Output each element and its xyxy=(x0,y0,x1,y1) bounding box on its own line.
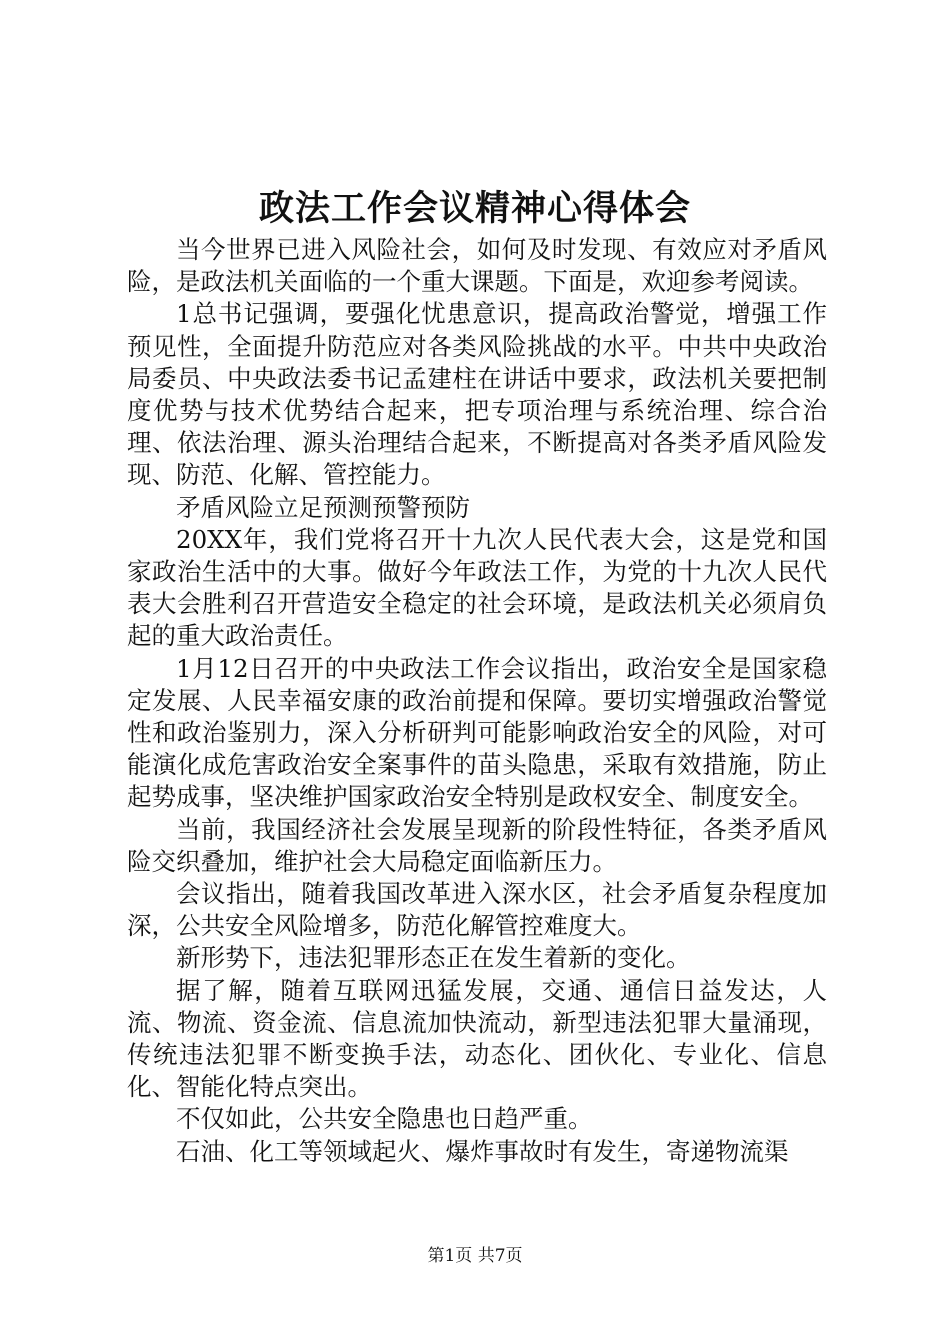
paragraph: 会议指出，随着我国改革进入深水区，社会矛盾复杂程度加深，公共安全风险增多，防范化解管控难度大。 xyxy=(127,879,827,941)
document-body xyxy=(127,234,827,1168)
paragraph: 1月12日召开的中央政法工作会议指出，政治安全是国家稳定发展、人民幸福安康的政治前提和保障。要切实增强政治警觉性和政治鉴别力，深入分析研判可能影响政治安全的风险，对可能演化成危害政治安全案事件的苗头隐患，采取有效措施，防止起势成事，坚决维护国家政治安全特别是政权安全、制度安全。 xyxy=(127,653,827,812)
paragraph: 矛盾风险立足预测预警预防 xyxy=(176,492,470,522)
page-footer: 第1页 共7页 xyxy=(427,1246,523,1266)
paragraph: 当今世界已进入风险社会，如何及时发现、有效应对矛盾风险，是政法机关面临的一个重大课题。下面是，欢迎参考阅读。 xyxy=(127,235,827,297)
paragraph: 据了解，随着互联网迅猛发展，交通、通信日益发达，人流、物流、资金流、信息流加快流动，新型违法犯罪大量涌现，传统违法犯罪不断变换手法，动态化、团伙化、专业化、信息化、智能化特点突出。 xyxy=(127,975,827,1102)
paragraph: 20XX年，我们党将召开十九次人民代表大会，这是党和国家政治生活中的大事。做好今年政法工作，为党的十九次人民代表大会胜利召开营造安全稳定的社会环境，是政法机关必须肩负起的重大政治责任。 xyxy=(127,524,827,651)
paragraph: 1总书记强调，要强化忧患意识，提高政治警觉，增强工作预见性，全面提升防范应对各类风险挑战的水平。中共中央政治局委员、中央政法委书记孟建柱在讲话中要求，政法机关要把制度优势与技术优势结合起来，把专项治理与系统治理、综合治理、依法治理、源头治理结合起来，不断提高对各类矛盾风险发现、防范、化解、管控能力。 xyxy=(127,299,827,490)
paragraph: 新形势下，违法犯罪形态正在发生着新的变化。 xyxy=(176,943,691,973)
document-title: 政法工作会议精神心得体会 xyxy=(258,188,691,229)
paragraph: 不仅如此，公共安全隐患也日趋严重。 xyxy=(176,1104,593,1134)
paragraph: 当前，我国经济社会发展呈现新的阶段性特征，各类矛盾风险交织叠加，维护社会大局稳定面临新压力。 xyxy=(127,814,827,876)
paragraph: 石油、化工等领域起火、爆炸事故时有发生，寄递物流渠 xyxy=(176,1136,789,1166)
